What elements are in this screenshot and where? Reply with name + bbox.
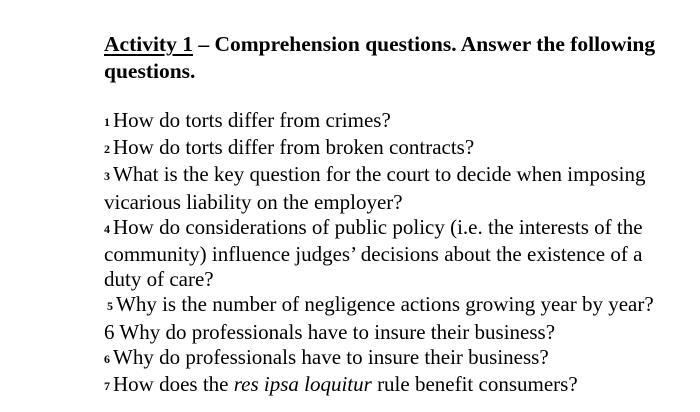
- question-5: [104, 292, 664, 344]
- question-3: [104, 162, 664, 214]
- heading-dash: –: [192, 32, 215, 56]
- question-text: How do considerations of public policy (i.e. the interests of the community) influence judges’ decisions about the existence of a duty of care?: [104, 214, 643, 292]
- heading-instructions: Comprehension questions. Answer the following questions.: [104, 32, 656, 83]
- activity-label: Activity 1: [104, 32, 193, 56]
- question-6: [104, 345, 664, 372]
- activity-heading: [104, 31, 664, 85]
- latin-term: res ipsa loquitur: [233, 372, 372, 397]
- question-text: What is the key question for the court to decide when imposing vicarious liability on the employer?: [104, 162, 646, 214]
- question-text: How do torts differ from broken contracts?: [113, 135, 475, 160]
- question-4: [104, 215, 664, 293]
- question-number: 3: [104, 169, 110, 184]
- question-number: 2: [104, 142, 110, 157]
- question-number: 6: [104, 351, 110, 366]
- question-text-before: How does the: [113, 372, 234, 397]
- question-number: 1: [104, 115, 110, 129]
- question-text: How do torts differ from crimes?: [113, 108, 391, 132]
- question-number: 4: [104, 221, 110, 236]
- question-number: 7: [104, 379, 110, 394]
- question-number: 5: [107, 299, 113, 314]
- question-text: Why is the number of negligence actions growing year by year? 6 Why do professionals have to insure their business?: [104, 292, 654, 344]
- question-text: Why do professionals have to insure their business?: [113, 344, 549, 369]
- question-1: [104, 108, 664, 135]
- question-text-after: rule benefit consumers?: [371, 372, 578, 397]
- question-2: [104, 135, 664, 162]
- question-7: [104, 372, 664, 399]
- question-list: [104, 108, 664, 399]
